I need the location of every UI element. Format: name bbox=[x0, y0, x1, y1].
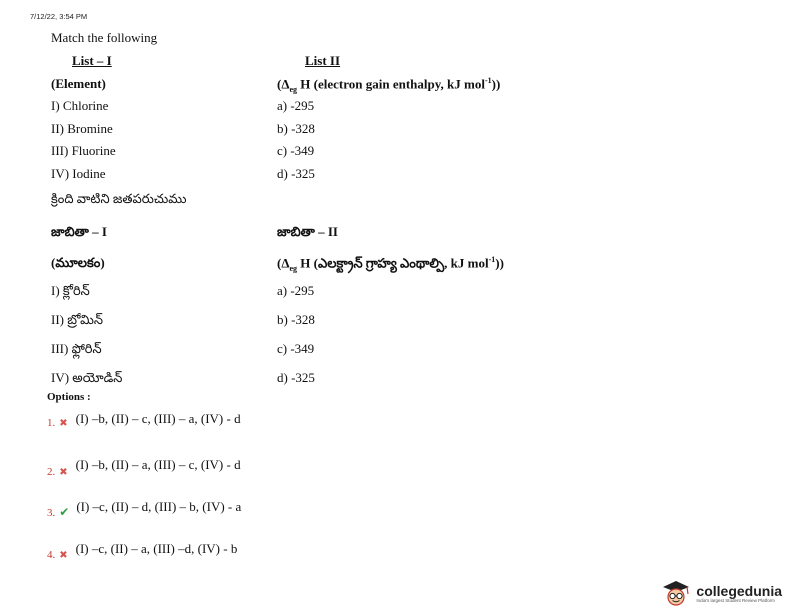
option-number: 3. bbox=[47, 507, 56, 519]
telugu-list1-item-2: II) బ్రోమిన్ bbox=[51, 312, 104, 327]
telugu-list1-item-1: I) క్లోరిన్ bbox=[51, 283, 90, 298]
option-number: 4. bbox=[47, 549, 56, 561]
option-3[interactable] bbox=[47, 498, 242, 519]
telugu-list1-item-3: III) ఫ్లోరిన్ bbox=[51, 341, 102, 356]
option-number: 2. bbox=[47, 466, 56, 478]
telugu-list1-subtitle: (మూలకం) bbox=[51, 255, 105, 270]
list1-item-1: I) Chlorine bbox=[51, 98, 109, 113]
list2-item-2: b) -328 bbox=[277, 121, 315, 136]
telugu-list2-item-1: a) -295 bbox=[277, 283, 315, 298]
option-text: (I) –c, (II) – d, (III) – b, (IV) - a bbox=[76, 499, 242, 514]
telugu-list1-title: జాబితా – I bbox=[51, 224, 107, 239]
telugu-prompt: క్రింది వాటిని జతపరుచుము bbox=[51, 191, 187, 206]
option-text: (I) –c, (II) – a, (III) –d, (IV) - b bbox=[75, 541, 238, 556]
options-label: Options : bbox=[47, 391, 91, 403]
print-timestamp: 7/12/22, 3:54 PM bbox=[30, 12, 88, 21]
telugu-list2-subtitle: ($\Delta_{eg}$ H (ఎలక్ట్రాన్ గ్రాహ్య ఎంథాల్పి, kJ mol$^{-1}$)) bbox=[277, 255, 504, 273]
brand-name: collegedunia bbox=[696, 583, 782, 599]
list1-item-4: IV) Iodine bbox=[51, 166, 106, 181]
option-4[interactable] bbox=[47, 540, 238, 561]
telugu-list2-item-3: c) -349 bbox=[277, 341, 315, 356]
cross-icon: ✖ bbox=[59, 418, 68, 429]
option-text: (I) –b, (II) – c, (III) – a, (IV) - d bbox=[75, 411, 241, 426]
list1-subtitle: (Element) bbox=[51, 76, 106, 91]
brand-logo bbox=[660, 580, 782, 606]
list2-item-3: c) -349 bbox=[277, 143, 315, 158]
brand-tagline: India's largest Student Review Platform bbox=[696, 598, 775, 603]
cross-icon: ✖ bbox=[59, 467, 68, 478]
list2-subtitle: ($\Delta_{eg}$ H (electron gain enthalpy, kJ mol$^{-1}$)) bbox=[277, 76, 501, 94]
telugu-list2-item-2: b) -328 bbox=[277, 312, 315, 327]
list1-item-3: III) Fluorine bbox=[51, 143, 116, 158]
option-number: 1. bbox=[47, 417, 56, 429]
list2-title: List II bbox=[305, 53, 341, 68]
telugu-list2-title: జాబితా – II bbox=[277, 224, 338, 239]
option-text: (I) –b, (II) – a, (III) – c, (IV) - d bbox=[75, 457, 241, 472]
list1-title: List – I bbox=[72, 53, 112, 68]
telugu-list1-item-4: IV) అయోడిన్ bbox=[51, 370, 123, 385]
option-1[interactable] bbox=[47, 413, 241, 431]
telugu-list2-item-4: d) -325 bbox=[277, 370, 315, 385]
check-icon: ✔ bbox=[59, 505, 70, 519]
list1-item-2: II) Bromine bbox=[51, 121, 113, 136]
question-prompt: Match the following bbox=[51, 30, 158, 45]
option-2[interactable] bbox=[47, 456, 241, 478]
mascot-icon bbox=[660, 580, 692, 606]
list2-item-4: d) -325 bbox=[277, 166, 315, 181]
list2-item-1: a) -295 bbox=[277, 98, 315, 113]
cross-icon: ✖ bbox=[59, 550, 68, 561]
